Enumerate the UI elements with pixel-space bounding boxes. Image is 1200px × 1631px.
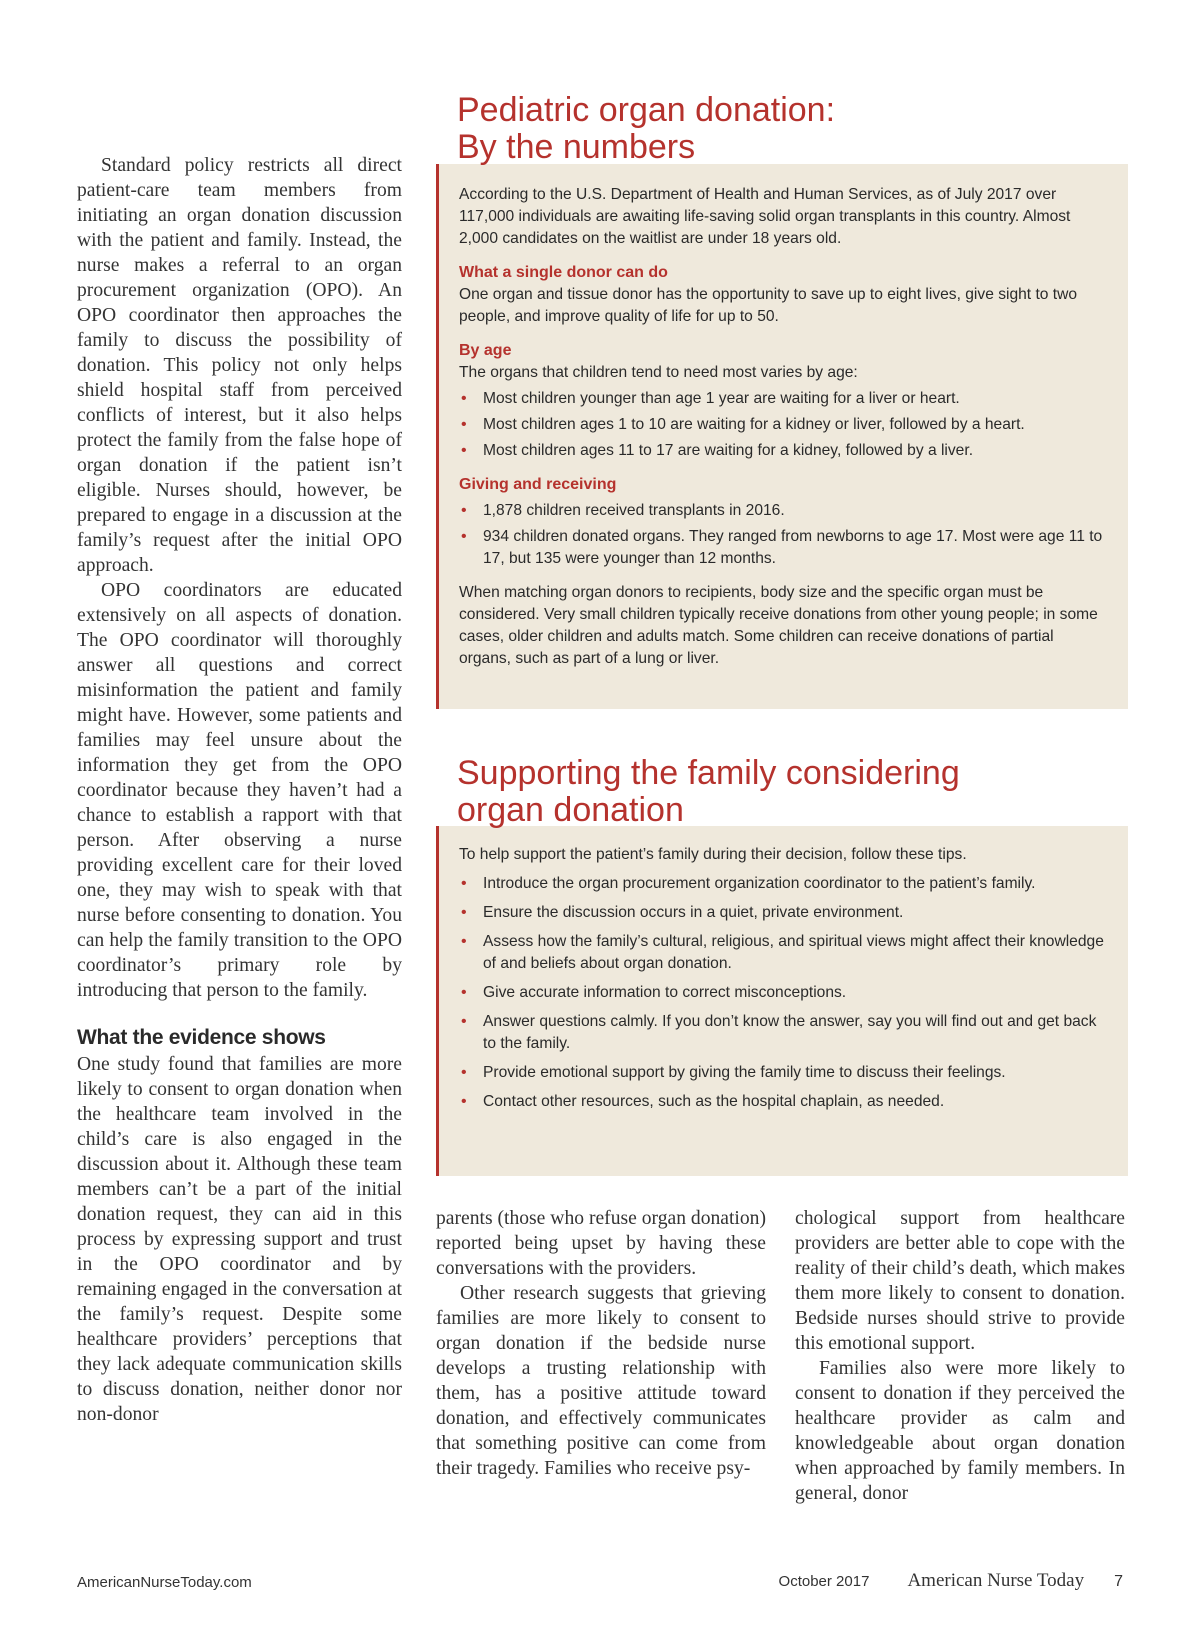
list-item: • Most children ages 1 to 10 are waiting for a kidney or liver, followed by a heart. — [459, 414, 1108, 436]
footer-info — [779, 1570, 1123, 1592]
age-list — [459, 388, 1108, 462]
right-paragraph-1: chological support from healthcare providers are better able to cope with the reality of their child’s death, which makes them more likely to consent to donation. Bedside nurses should strive to provide this emotional support. — [795, 1208, 1125, 1354]
page-number: 7 — [1114, 1573, 1123, 1590]
bullet-icon: • — [461, 390, 467, 407]
bullet-icon: • — [461, 528, 467, 545]
list-item: • Contact other resources, such as the hospital chaplain, as needed. — [459, 1091, 1108, 1113]
list-item: • Most children ages 11 to 17 are waiting for a kidney, followed by a liver. — [459, 440, 1108, 462]
footer-magazine: American Nurse Today — [907, 1570, 1085, 1591]
box2-title — [457, 755, 960, 829]
box1-closing: When matching organ donors to recipients, body size and the specific organ must be considered. Very small children typically receive donations from other young people; in some cases, older children and adults match. Some children can receive donations of partial organs, such as part of a lung or liver. — [459, 584, 1098, 667]
list-item: • Assess how the family’s cultural, religious, and spiritual views might affect their knowledge of and beliefs about organ donation. — [461, 933, 1104, 972]
list-item: • Give accurate information to correct misconceptions. — [459, 982, 1108, 1004]
list-item: • 1,878 children received transplants in 2016. — [459, 500, 1108, 522]
box1-title — [457, 92, 835, 166]
right-column — [795, 1206, 1125, 1506]
list-item: • Most children younger than age 1 year are waiting for a liver or heart. — [459, 388, 1108, 410]
middle-column — [436, 1206, 766, 1481]
bullet-icon: • — [461, 1064, 467, 1081]
list-item: • Answer questions calmly. If you don’t know the answer, say you will find out and get back to the family. — [461, 1013, 1097, 1052]
tips-list — [459, 873, 1108, 1113]
bullet-icon: • — [461, 442, 467, 459]
right-paragraph-2: Families also were more likely to consent to donation if they perceived the healthcare provider as calm and knowledgeable about organ donation when approached by family members. In general, donor — [795, 1358, 1125, 1504]
bullet-icon: • — [461, 1013, 467, 1030]
list-item: • Provide emotional support by giving the family time to discuss their feelings. — [459, 1062, 1108, 1084]
bullet-icon: • — [461, 933, 467, 950]
list-item: • 934 children donated organs. They ranged from newborns to age 17. Most were age 11 to 17, but 135 were younger than 12 months. — [461, 528, 1103, 567]
left-paragraph-2: OPO coordinators are educated extensively on all aspects of donation. The OPO coordinator will thoroughly answer all questions and correct misinformation the patient and family might have. However, some patients and families may feel unsure about the information they get from the OPO coordinator because they haven’t had a chance to establish a rapport with that person. After observing a nurse providing excellent care for their loved one, they may wish to speak with that nurse before consenting to donation. You can help the family transition to the OPO coordinator’s primary role by introducing that person to the family. — [77, 580, 402, 1001]
middle-paragraph-2: Other research suggests that grieving families are more likely to consent to organ donation if the bedside nurse develops a trusting relationship with them, has a positive attitude toward donation, and effectively communicates that something positive can come from their tragedy. Families who receive psy- — [436, 1283, 766, 1479]
box1-intro: According to the U.S. Department of Health and Human Services, as of July 2017 over 117,000 individuals are awaiting life-saving solid organ transplants in this country. Almost 2,000 candidates on the waitlist are under 18 years old. — [459, 186, 1071, 247]
box2-intro: To help support the patient’s family during their decision, follow these tips. — [459, 846, 967, 863]
box2-title-line2: organ donation — [457, 791, 684, 829]
left-paragraph-1: Standard policy restricts all direct patient-care team members from initiating an organ donation discussion with the patient and family. Instead, the nurse makes a referral to an organ procurement organization (OPO). An OPO coordinator then approaches the family to discuss the possibility of donation. This policy not only helps shield hospital staff from perceived conflicts of interest, but it also helps protect the family from the false hope of organ donation if the patient isn’t eligible. Nurses should, however, be prepared to engage in a discussion at the family’s request after the initial OPO approach. — [77, 155, 402, 576]
bullet-icon: • — [461, 502, 467, 519]
left-paragraph-3: One study found that families are more likely to consent to organ donation when the healthcare team involved in the child’s care is also engaged in the discussion about it. Although these team members can’t be a part of the initial donation request, they can aid in this process by expressing support and trust in the OPO coordinator and by remaining engaged in the conversation at the family’s request. Despite some healthcare providers’ perceptions that they lack adequate communication skills to discuss donation, neither donor nor non-donor — [77, 1054, 402, 1425]
footer-website: AmericanNurseToday.com — [77, 1574, 252, 1591]
bullet-icon: • — [461, 984, 467, 1001]
bullet-icon: • — [461, 904, 467, 921]
pediatric-numbers-box — [436, 164, 1128, 709]
footer-date: October 2017 — [778, 1573, 870, 1590]
bullet-icon: • — [461, 416, 467, 433]
box2-title-line1: Supporting the family considering — [457, 754, 960, 792]
box1-subheading-giving: Giving and receiving — [459, 476, 617, 493]
list-item: • Ensure the discussion occurs in a quiet, private environment. — [459, 902, 1108, 924]
box1-by-age-text: The organs that children tend to need most varies by age: — [459, 364, 858, 381]
left-column — [77, 153, 402, 1427]
bullet-icon: • — [461, 1093, 467, 1110]
box1-subheading-single-donor: What a single donor can do — [459, 264, 668, 281]
box1-single-donor-text: One organ and tissue donor has the opportunity to save up to eight lives, give sight to two people, and improve quality of life for up to 50. — [459, 286, 1078, 325]
giving-list — [459, 500, 1108, 570]
box1-title-line1: Pediatric organ donation: — [457, 91, 836, 129]
evidence-heading: What the evidence shows — [77, 1026, 326, 1049]
list-item: • Introduce the organ procurement organization coordinator to the patient’s family. — [459, 873, 1108, 895]
box1-subheading-by-age: By age — [459, 342, 512, 359]
box1-title-line2: By the numbers — [457, 128, 696, 166]
middle-paragraph-1: parents (those who refuse organ donation) reported being upset by having these conversations with the providers. — [436, 1208, 766, 1279]
bullet-icon: • — [461, 875, 467, 892]
supporting-family-box — [436, 826, 1128, 1176]
